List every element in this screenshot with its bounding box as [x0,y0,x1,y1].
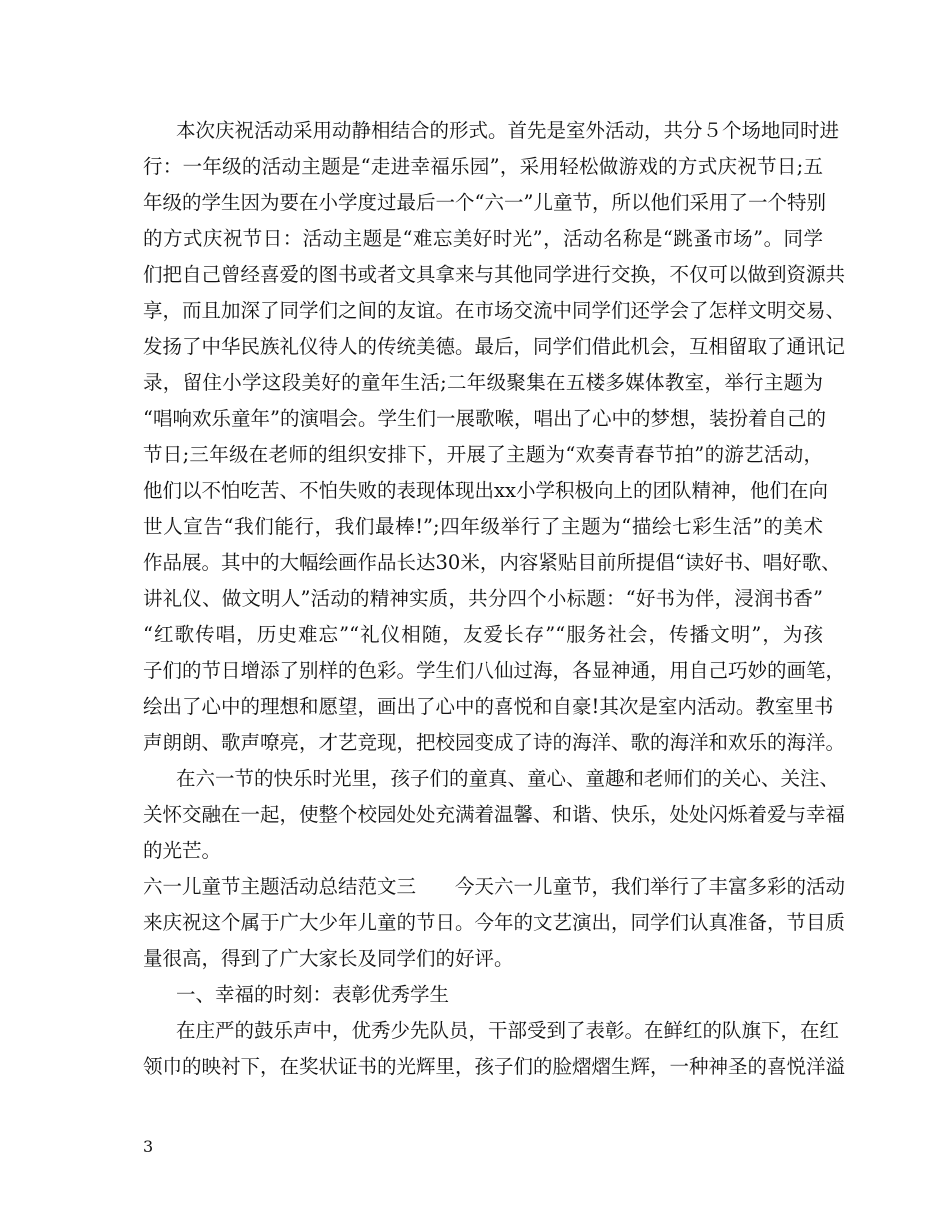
text-line: “唱响欢乐童年”的演唱会。学生们一展歌喉，唱出了心中的梦想，装扮着自己的 [143,407,826,430]
text-line: “红歌传唱，历史难忘”“礼仪相随，友爱长存”“服务社会，传播文明”，为孩 [143,623,823,646]
text-line: 行：一年级的活动主题是“走进幸福乐园”，采用轻松做游戏的方式庆祝节日;五 [143,155,823,178]
text-line: 录，留住小学这段美好的童年生活;二年级聚集在五楼多媒体教室，举行主题为 [143,371,823,394]
text-line: 的光芒。 [143,839,222,862]
subheading: 一、幸福的时刻：表彰优秀学生 [176,983,450,1006]
text-line: 他们以不怕吃苦、不怕失败的表现体现出xx小学积极向上的团队精神，他们在向 [143,479,828,502]
text-line: 绘出了心中的理想和愿望，画出了心中的喜悦和自豪!其次是室内活动。教室里书 [143,695,834,718]
text-line: 量很高，得到了广大家长及同学们的好评。 [143,947,514,970]
text-line: 年级的学生因为要在小学度过最后一个“六一”儿童节，所以他们采用了一个特别 [143,191,826,214]
text-line: 在庄严的鼓乐声中，优秀少先队员，干部受到了表彰。在鲜红的队旗下，在红 [176,1019,840,1042]
text-line: 作品展。其中的大幅绘画作品长达30米，内容紧贴目前所提倡“读好书、唱好歌、 [143,551,841,574]
section-heading-line: 六一儿童节主题活动总结范文三 今天六一儿童节，我们举行了丰富多彩的活动 [143,875,846,898]
text-line: 本次庆祝活动采用动静相结合的形式。首先是室外活动，共分５个场地同时进 [176,119,840,142]
text-line: 享，而且加深了同学们之间的友谊。在市场交流中同学们还学会了怎样文明交易、 [143,299,846,322]
text-line: 在六一节的快乐时光里，孩子们的童真、童心、童趣和老师们的关心、关注、 [176,767,840,790]
text-line: 发扬了中华民族礼仪待人的传统美德。最后，同学们借此机会，互相留取了通讯记 [143,335,846,358]
text-line: 领巾的映衬下，在奖状证书的光辉里，孩子们的脸熠熠生辉，一种神圣的喜悦洋溢 [143,1055,846,1078]
text-line: 们把自己曾经喜爱的图书或者文具拿来与其他同学进行交换，不仅可以做到资源共 [143,263,846,286]
text-line: 讲礼仪、做文明人”活动的精神实质，共分四个小标题：“好书为伴，浸润书香” [143,587,823,610]
text-line: 声朗朗、歌声嘹亮，才艺竞现，把校园变成了诗的海洋、歌的海洋和欢乐的海洋。 [143,731,846,754]
text-line: 节日;三年级在老师的组织安排下，开展了主题为“欢奏青春节拍”的游艺活动， [143,443,823,466]
text-line: 的方式庆祝节日：活动主题是“难忘美好时光”，活动名称是“跳蚤市场”。同学 [143,227,823,250]
text-line: 世人宣告“我们能行，我们最棒!”;四年级举行了主题为“描绘七彩生活”的美术 [143,515,823,538]
text-line: 子们的节日增添了别样的色彩。学生们八仙过海，各显神通，用自己巧妙的画笔， [143,659,846,682]
text-line: 关怀交融在一起，使整个校园处处充满着温馨、和谐、快乐，处处闪烁着爱与幸福 [143,803,846,826]
page-number: 3 [143,1137,154,1156]
text-line: 来庆祝这个属于广大少年儿童的节日。今年的文艺演出，同学们认真准备，节目质 [143,911,846,934]
